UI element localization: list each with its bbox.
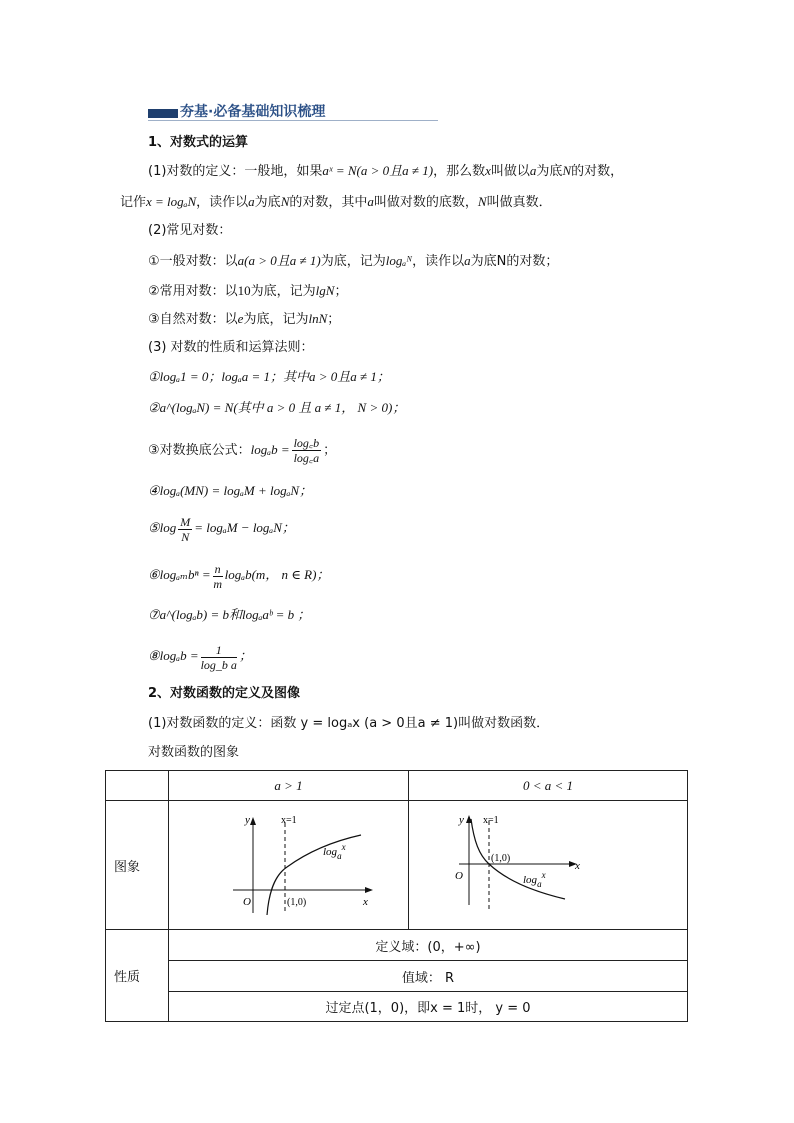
x-axis-arrow: [365, 887, 373, 893]
rule-5: ⑤log $\frac{M}{N}$ = logₐM − logₐN；: [148, 514, 295, 544]
section-banner: [148, 100, 438, 124]
log-function-table: [105, 770, 688, 1022]
x1-label: x=1: [281, 815, 297, 826]
graph-cell-decreasing: [409, 801, 688, 930]
function-definition: (1)对数函数的定义：函数 y = logₐx (a > 0且a ≠ 1)叫做对数函数．: [148, 716, 550, 731]
header-a-lt-1: 0 < a < 1: [409, 771, 688, 801]
log-curve: [471, 819, 565, 899]
rule-6: ⑥logₐₘbⁿ = $\frac{n}{m}$ logₐb(m， n ∈ R)；: [148, 561, 330, 591]
rule-7: ⑦a^(logₐb) = b和logₐaᵇ = b ；: [148, 607, 311, 622]
point-label: (1,0): [491, 853, 511, 864]
banner-bar: [148, 109, 178, 118]
table-corner: [106, 771, 169, 801]
common-log-3: ③自然对数：以e为底，记为lnN；: [148, 311, 341, 327]
curve-label: $\log_a^x$: [523, 870, 546, 889]
definition-line: (1)对数的定义：一般地，如果aˣ = N(a > 0且a ≠ 1)，那么数x叫做以a为底N的对数，: [148, 163, 624, 179]
x-label: x: [575, 860, 580, 872]
rule-1: ①logₐ1 = 0；logₐa = 1；其中a > 0且a ≠ 1；: [148, 369, 390, 384]
rule-3: ③对数换底公式：logₐb = $\frac{\log꜀b}{\log꜀a}$ ；: [148, 436, 337, 465]
banner-rule: [148, 120, 438, 121]
graph-cell-increasing: [169, 801, 409, 930]
rule-2: ②a^(logₐN) = N(其中 a > 0 且 a ≠ 1， N > 0)；: [148, 400, 406, 415]
y-label: y: [459, 814, 464, 826]
heading-2: 2、对数函数的定义及图像: [148, 686, 301, 701]
common-logs-title: (2)常见对数：: [148, 223, 232, 238]
notation-line: 记作x = logₐN，读作以a为底N的对数，其中a叫做对数的底数，N叫做真数．: [120, 194, 552, 210]
common-log-1: ①一般对数：以a(a > 0且a ≠ 1)为底，记为logₐᴺ，读作以a为底N的对数；: [148, 253, 559, 269]
log-curve: [267, 835, 361, 915]
prop-fixed-point: 过定点(1，0)，即x = 1时， y = 0: [169, 992, 688, 1022]
rule-4: ④logₐ(MN) = logₐM + logₐN；: [148, 483, 313, 498]
rule-8: ⑧logₐb = $\frac{1}{\text{log\_b a}}$ ；: [148, 642, 252, 672]
curve-label: $\log_a^x$: [323, 842, 346, 861]
x1-label: x=1: [483, 815, 499, 826]
banner-title: 夯基·必备基础知识梳理: [180, 104, 326, 120]
y-label: y: [245, 814, 250, 826]
prop-domain: 定义域：(0，+∞): [169, 930, 688, 961]
row-label-props: 性质: [106, 930, 169, 1022]
header-a-gt-1: a > 1: [169, 771, 409, 801]
graph-decreasing: [409, 801, 687, 925]
common-log-2: ②常用对数：以10为底，记为lgN；: [148, 283, 348, 299]
x-label: x: [363, 896, 368, 908]
origin-label: O: [455, 870, 463, 882]
graph-section-title: 对数函数的图象: [148, 745, 240, 760]
y-axis-arrow: [250, 817, 256, 825]
rules-title: (3) 对数的性质和运算法则：: [148, 340, 314, 355]
prop-range: 值域： R: [169, 961, 688, 992]
row-label-graph: 图象: [106, 801, 169, 930]
heading-1: 1、对数式的运算: [148, 135, 249, 150]
point-label: (1,0): [287, 897, 307, 908]
origin-label: O: [243, 896, 251, 908]
graph-increasing: [169, 801, 408, 925]
